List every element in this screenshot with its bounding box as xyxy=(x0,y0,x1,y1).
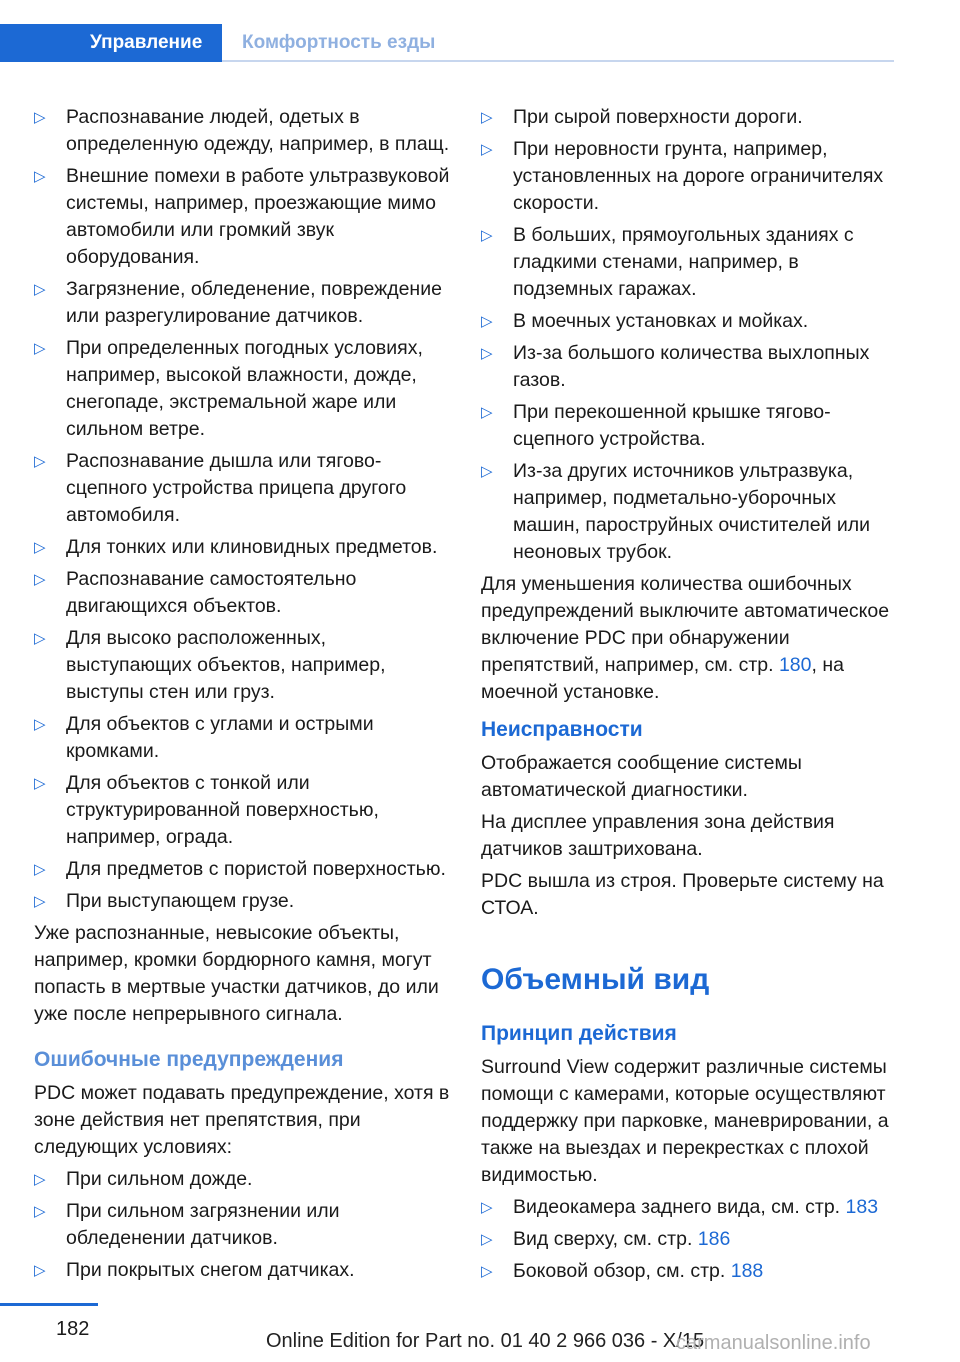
triangle-bullet-icon: ▷ xyxy=(34,716,46,733)
list-item: ▷ Для тонких или клиновидных предметов. xyxy=(34,534,450,561)
list-item: ▷ Видеокамера заднего вида, см. стр. 183 xyxy=(481,1194,897,1221)
list-item: ▷ В моечных установках и мойках. xyxy=(481,308,897,335)
triangle-bullet-icon: ▷ xyxy=(34,340,46,357)
page-header xyxy=(0,0,960,64)
blind-spot-paragraph: Уже распознанные, невысокие объекты, например, кромки бордюрного камня, могут попасть в мертвые участки датчиков, до или уже после непрерывного сигнала. xyxy=(34,922,439,1025)
malfunction-heading: Неисправности xyxy=(481,718,643,741)
triangle-bullet-icon: ▷ xyxy=(481,463,493,480)
page-link-186[interactable]: 186 xyxy=(697,1228,731,1250)
watermark: carmanualsonline.info xyxy=(676,1332,871,1354)
triangle-bullet-icon: ▷ xyxy=(481,1199,493,1216)
triangle-bullet-icon: ▷ xyxy=(34,539,46,556)
header-tab-control[interactable]: Управление xyxy=(90,32,203,53)
triangle-bullet-icon: ▷ xyxy=(34,168,46,185)
triangle-bullet-icon: ▷ xyxy=(34,453,46,470)
page-link-180[interactable]: 180 xyxy=(778,654,812,676)
triangle-bullet-icon: ▷ xyxy=(481,404,493,421)
list-item: ▷ При неровности грунта, например, установленных на дороге ограничителях скорости. xyxy=(481,138,884,214)
triangle-bullet-icon: ▷ xyxy=(34,571,46,588)
list-item: ▷ Распознавание самостоятельно двигающихся объектов. xyxy=(34,568,357,617)
camera-links-list xyxy=(481,1194,897,1285)
triangle-bullet-icon: ▷ xyxy=(34,775,46,792)
list-item: ▷ При определенных погодных условиях, например, высокой влажности, дожде, снегопаде, экстремальной жаре или сильном ветре. xyxy=(34,337,423,440)
reduce-warnings-paragraph: Для уменьшения количества ошибочных предупреждений выключите автоматическое включение PDC при обнаружении препятствий, например, см. стр. 180, на моечной установке. xyxy=(481,573,890,703)
list-item: ▷ При выступающем грузе. xyxy=(34,888,450,915)
list-item: ▷ В больших, прямоугольных зданиях с гладкими стенами, например, в подземных гаражах. xyxy=(481,224,854,300)
malfunction-text-1: Отображается сообщение системы автоматической диагностики. xyxy=(481,752,802,801)
list-item: ▷ Боковой обзор, см. стр. 188 xyxy=(481,1258,897,1285)
malfunction-text-3: PDC вышла из строя. Проверьте систему на СТОА. xyxy=(481,870,884,919)
triangle-bullet-icon: ▷ xyxy=(481,109,493,126)
triangle-bullet-icon: ▷ xyxy=(34,1262,46,1279)
false-warnings-list-continued xyxy=(481,104,897,566)
list-item: ▷ Внешние помехи в работе ультразвуковой системы, например, проезжающие мимо автомобили или громкий звук оборудования. xyxy=(34,165,450,268)
false-warnings-intro: PDC может подавать предупреждение, хотя в зоне действия нет препятствия, при следующих условиях: xyxy=(34,1082,450,1158)
list-item: ▷ При сильном дожде. xyxy=(34,1166,450,1193)
header-tab-comfort[interactable]: Комфортность езды xyxy=(242,32,436,53)
triangle-bullet-icon: ▷ xyxy=(481,227,493,244)
page-number: 182 xyxy=(56,1318,90,1340)
list-item: ▷ При перекошенной крышке тягово-сцепного устройства. xyxy=(481,401,831,450)
triangle-bullet-icon: ▷ xyxy=(34,281,46,298)
triangle-bullet-icon: ▷ xyxy=(481,141,493,158)
malfunction-text-2: На дисплее управления зона действия датчиков заштрихована. xyxy=(481,811,835,860)
list-item: ▷ При покрытых снегом датчиках. xyxy=(34,1257,450,1284)
page-link-183[interactable]: 183 xyxy=(845,1196,879,1218)
triangle-bullet-icon: ▷ xyxy=(481,313,493,330)
list-item: ▷ При сырой поверхности дороги. xyxy=(481,104,897,131)
triangle-bullet-icon: ▷ xyxy=(34,1203,46,1220)
header-divider xyxy=(222,60,894,62)
detection-limits-list xyxy=(34,104,450,915)
triangle-bullet-icon: ▷ xyxy=(481,1263,493,1280)
triangle-bullet-icon: ▷ xyxy=(34,109,46,126)
triangle-bullet-icon: ▷ xyxy=(34,630,46,647)
list-item: ▷ Из-за других источников ультразвука, например, подметально-уборочных машин, пароструйных очистителей или неоновых трубок. xyxy=(481,460,871,563)
list-item: ▷ Для предметов с пористой поверхностью. xyxy=(34,856,450,883)
triangle-bullet-icon: ▷ xyxy=(34,861,46,878)
principle-heading: Принцип действия xyxy=(481,1022,677,1045)
triangle-bullet-icon: ▷ xyxy=(481,1231,493,1248)
list-item: ▷ Загрязнение, обледенение, повреждение или разрегулирование датчиков. xyxy=(34,278,442,327)
list-item: ▷ Вид сверху, см. стр. 186 xyxy=(481,1226,897,1253)
surround-view-heading: Объемный вид xyxy=(481,963,710,996)
list-item: ▷ При сильном загрязнении или обледенении датчиков. xyxy=(34,1200,340,1249)
right-column xyxy=(481,104,897,1290)
triangle-bullet-icon: ▷ xyxy=(34,893,46,910)
list-item: ▷ Из-за большого количества выхлопных газов. xyxy=(481,342,870,391)
list-item: ▷ Распознавание людей, одетых в определенную одежду, например, в плащ. xyxy=(34,106,450,155)
triangle-bullet-icon: ▷ xyxy=(481,345,493,362)
false-warnings-heading: Ошибочные предупреждения xyxy=(34,1048,344,1071)
edition-note: Online Edition for Part no. 01 40 2 966 036 - X/15 xyxy=(266,1330,705,1352)
false-warnings-list xyxy=(34,1166,450,1284)
list-item: ▷ Для объектов с углами и острыми кромками. xyxy=(34,713,374,762)
surround-view-paragraph: Surround View содержит различные системы помощи с камерами, которые осуществляют поддержку при парковке, маневрировании, а также на выездах и перекрестках с плохой видимостью. xyxy=(481,1056,889,1186)
list-item: ▷ Распознавание дышла или тягово-сцепного устройства прицепа другого автомобиля. xyxy=(34,450,407,526)
triangle-bullet-icon: ▷ xyxy=(34,1171,46,1188)
footer-rule xyxy=(0,1303,98,1306)
list-item: ▷ Для объектов с тонкой или структурированной поверхностью, например, ограда. xyxy=(34,772,379,848)
page-link-188[interactable]: 188 xyxy=(730,1260,764,1282)
list-item: ▷ Для высоко расположенных, выступающих объектов, например, выступы стен или груз. xyxy=(34,627,386,703)
left-column xyxy=(34,104,450,1289)
